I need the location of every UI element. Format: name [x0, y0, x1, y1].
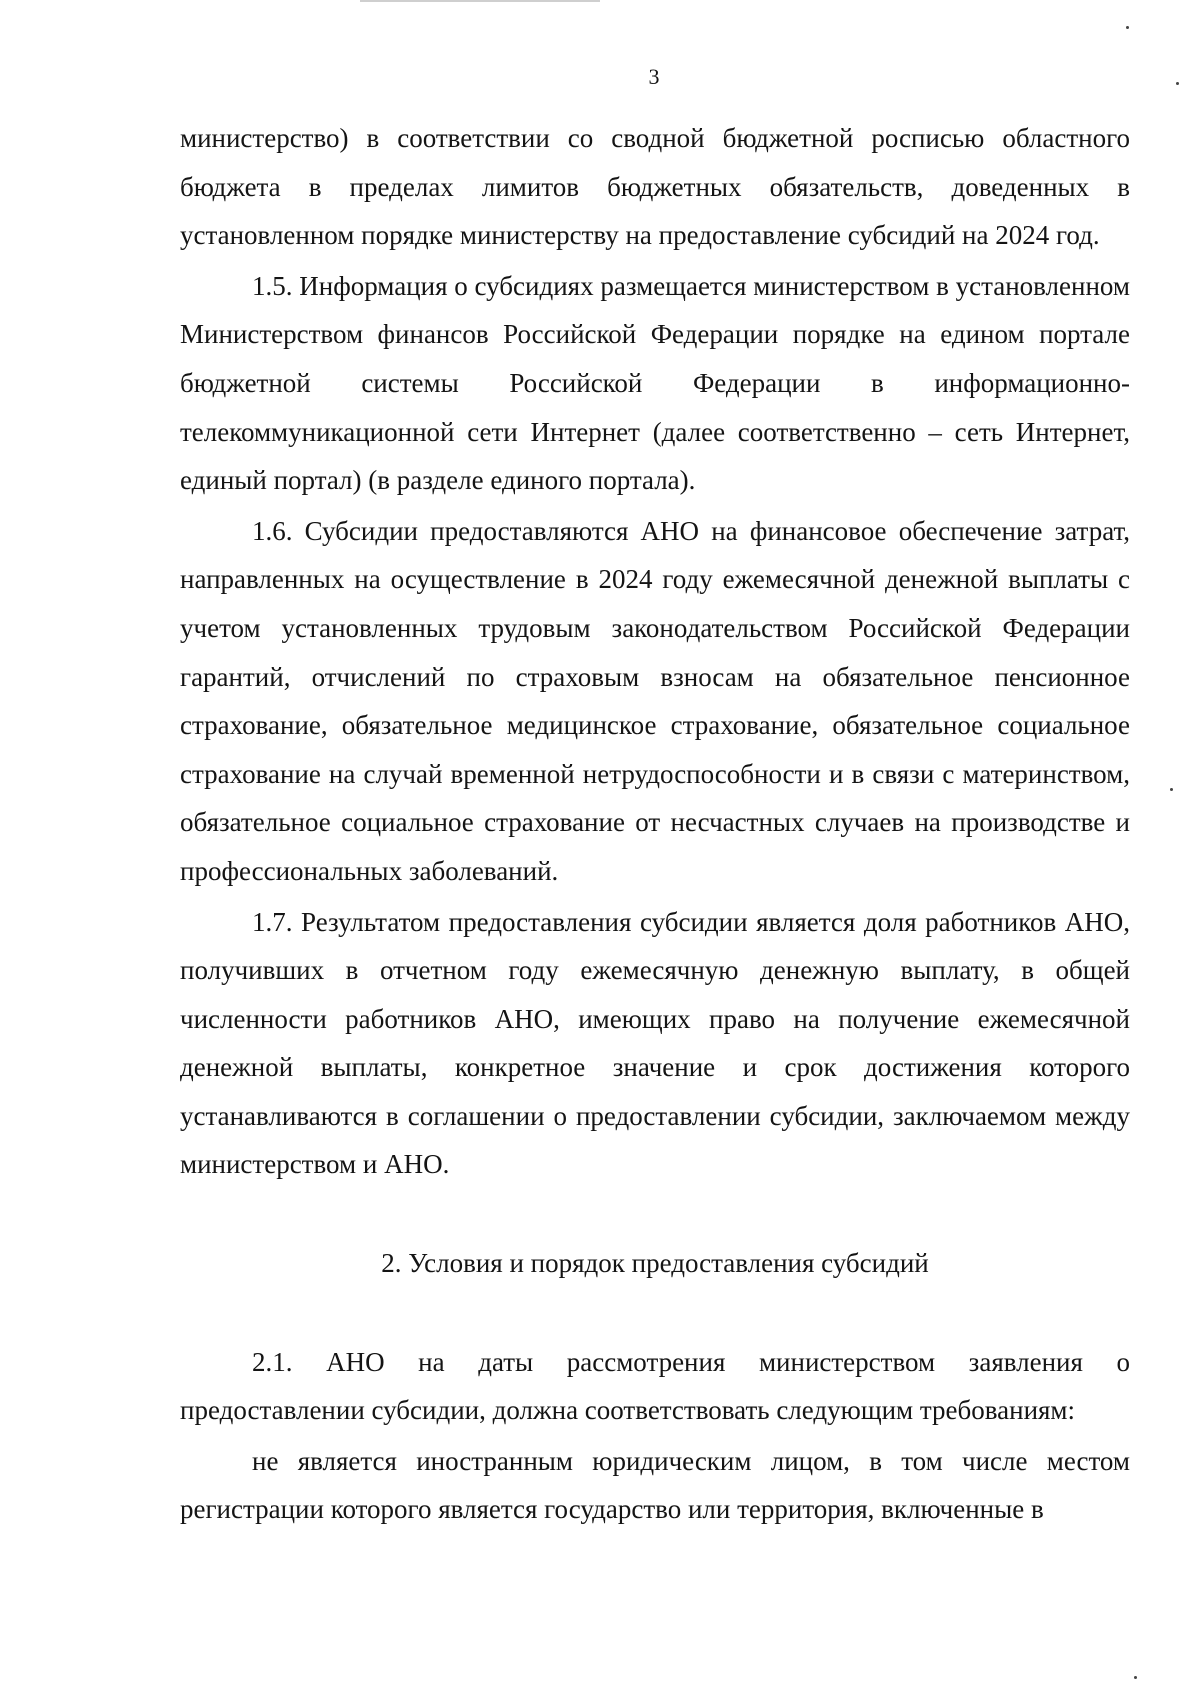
scan-speck	[1170, 788, 1173, 791]
paragraph-budget-continuation: министерство) в соответствии со сводной бюджетной росписью областного бюджета в пределах лимитов бюджетных обязательств, доведенных в установленном порядке министерству на предоставление субсидий на 2024 год.	[180, 123, 1130, 251]
scan-speck	[1126, 26, 1129, 29]
paragraph-1-6: 1.6. Субсидии предоставляются АНО на финансовое обеспечение затрат, направленных на осуществление в 2024 году ежемесячной денежной выплаты с учетом установленных трудовым законодательством Российской Федерации гарантий, отчислений по страховым взносам на обязательное пенсионное страхование, обязательное медицинское страхование, обязательное социальное страхование на случай временной нетрудоспособности и в связи с материнством, обязательное социальное страхование от несчастных случаев на производстве и профессиональных заболеваний.	[180, 515, 1130, 886]
page-number: 3	[648, 64, 660, 89]
scan-edge-mark	[360, 0, 600, 2]
paragraph-1-7: 1.7. Результатом предоставления субсидии является доля работников АНО, получивших в отчетном году ежемесячную денежную выплату, в общей численности работников АНО, имеющих право на получение ежемесячной денежной выплаты, конкретное значение и срок достижения которого устанавливаются в соглашении о предоставлении субсидии, заключаемом между министерством и АНО.	[180, 906, 1130, 1180]
document-body	[180, 114, 1130, 1534]
scan-speck	[1134, 1676, 1137, 1679]
section-heading-2: 2. Условия и порядок предоставления субсидий	[381, 1248, 929, 1279]
paragraph-1-5: 1.5. Информация о субсидиях размещается министерством в установленном Министерством финансов Российской Федерации порядке на едином портале бюджетной системы Российской Федерации в информационно-телекоммуникационной сети Интернет (далее соответственно – сеть Интернет, единый портал) (в разделе единого портала).	[180, 270, 1130, 496]
paragraph-requirement-foreign-entity: не является иностранным юридическим лицом, в том числе местом регистрации которого является государство или территория, включенные в	[180, 1445, 1130, 1525]
paragraph-2-1: 2.1. АНО на даты рассмотрения министерством заявления о предоставлении субсидии, должна соответствовать следующим требованиям:	[180, 1346, 1130, 1426]
